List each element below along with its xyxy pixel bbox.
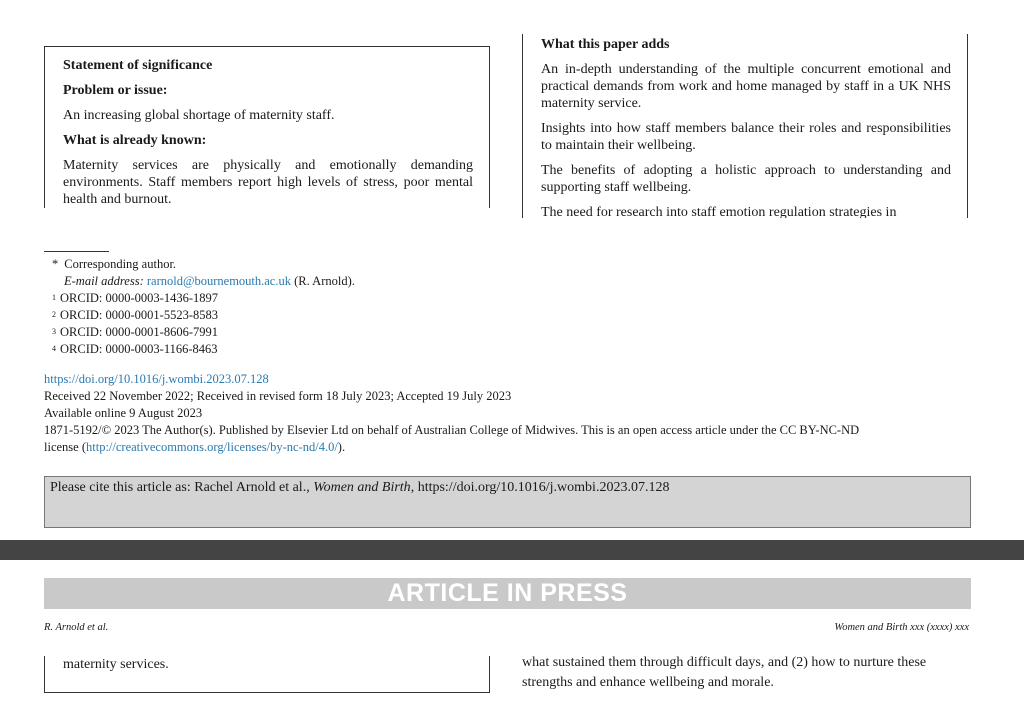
problem-heading: Problem or issue: (63, 83, 168, 98)
license-link[interactable]: http://creativecommons.org/licenses/by-nc-nd/4.0/ (86, 440, 338, 454)
doi-link[interactable]: https://doi.org/10.1016/j.wombi.2023.07.128 (44, 372, 269, 386)
cite-journal: Women and Birth (313, 480, 411, 495)
license-suffix: ). (337, 440, 346, 454)
received-dates: Received 22 November 2022; Received in revised form 18 July 2023; Accepted 19 July 2023 (44, 389, 512, 403)
orcid-mark: 2 (52, 310, 56, 319)
cite-text (50, 480, 669, 496)
footnotes (52, 256, 355, 358)
orcid-note (52, 324, 355, 341)
orcid-note (52, 290, 355, 307)
orcid-mark: 4 (52, 344, 56, 353)
known-text: Maternity services are physically and emotionally demanding environments. Staff members report high levels of stress, poor mental health and burnout. (63, 158, 473, 207)
license-url-line (44, 439, 970, 456)
email-suffix: (R. Arnold). (294, 274, 355, 288)
body-text-continued: what sustained them through difficult days, and (2) how to nurture these strengths and enhance wellbeing and morale. (522, 655, 927, 690)
license-prefix: license ( (44, 440, 86, 454)
cite-prefix: Please cite this article as: Rachel Arnold et al., (50, 480, 314, 495)
orcid-mark: 1 (52, 293, 56, 302)
article-info (44, 371, 970, 456)
page-divider (0, 540, 1024, 560)
orcid-text: ORCID: 0000-0001-8606-7991 (60, 325, 218, 339)
orcid-mark: 3 (52, 327, 56, 336)
paper-adds-box (522, 34, 968, 218)
known-heading: What is already known: (63, 133, 207, 148)
continued-text: maternity services. (63, 657, 169, 672)
corresponding-mark: * (52, 257, 59, 271)
corresponding-text: Corresponding author. (64, 257, 177, 271)
running-header-journal: Women and Birth xxx (xxxx) xxx (834, 622, 969, 633)
orcid-text: ORCID: 0000-0001-5523-8583 (60, 308, 218, 322)
email-link[interactable]: rarnold@bournemouth.ac.uk (146, 274, 291, 288)
corresponding-author-note (52, 256, 355, 273)
adds-paragraph-3: The benefits of adopting a holistic approach to understanding and supporting staff wellbeing. (541, 163, 951, 195)
email-note (52, 273, 355, 290)
adds-paragraph-2: Insights into how staff members balance their roles and responsibilities to maintain their wellbeing. (541, 121, 951, 153)
cite-box (44, 476, 971, 528)
adds-paragraph-4: The need for research into staff emotion regulation strategies in (541, 205, 897, 218)
adds-heading: What this paper adds (541, 37, 670, 52)
running-header-authors: R. Arnold et al. (44, 622, 109, 633)
significance-heading: Statement of significance (63, 58, 213, 73)
available-online: Available online 9 August 2023 (44, 406, 203, 420)
footnote-rule (44, 251, 109, 252)
email-label: E-mail address: (64, 274, 144, 288)
problem-text: An increasing global shortage of maternity staff. (63, 108, 335, 123)
significance-box (44, 46, 490, 208)
orcid-note (52, 307, 355, 324)
article-in-press-banner: ARTICLE IN PRESS (44, 578, 971, 609)
orcid-note (52, 341, 355, 358)
cite-suffix: , https://doi.org/10.1016/j.wombi.2023.07.128 (410, 480, 670, 495)
significance-box-continued (44, 656, 490, 693)
adds-paragraph-1: An in-depth understanding of the multiple concurrent emotional and practical demands from work and home managed by staff in a UK NHS maternity service. (541, 62, 951, 111)
license-line: 1871-5192/© 2023 The Author(s). Published by Elsevier Ltd on behalf of Australian College of Midwives. This is an open access article under the CC BY-NC-ND (44, 423, 860, 437)
orcid-text: ORCID: 0000-0003-1436-1897 (60, 291, 218, 305)
orcid-text: ORCID: 0000-0003-1166-8463 (60, 342, 218, 356)
